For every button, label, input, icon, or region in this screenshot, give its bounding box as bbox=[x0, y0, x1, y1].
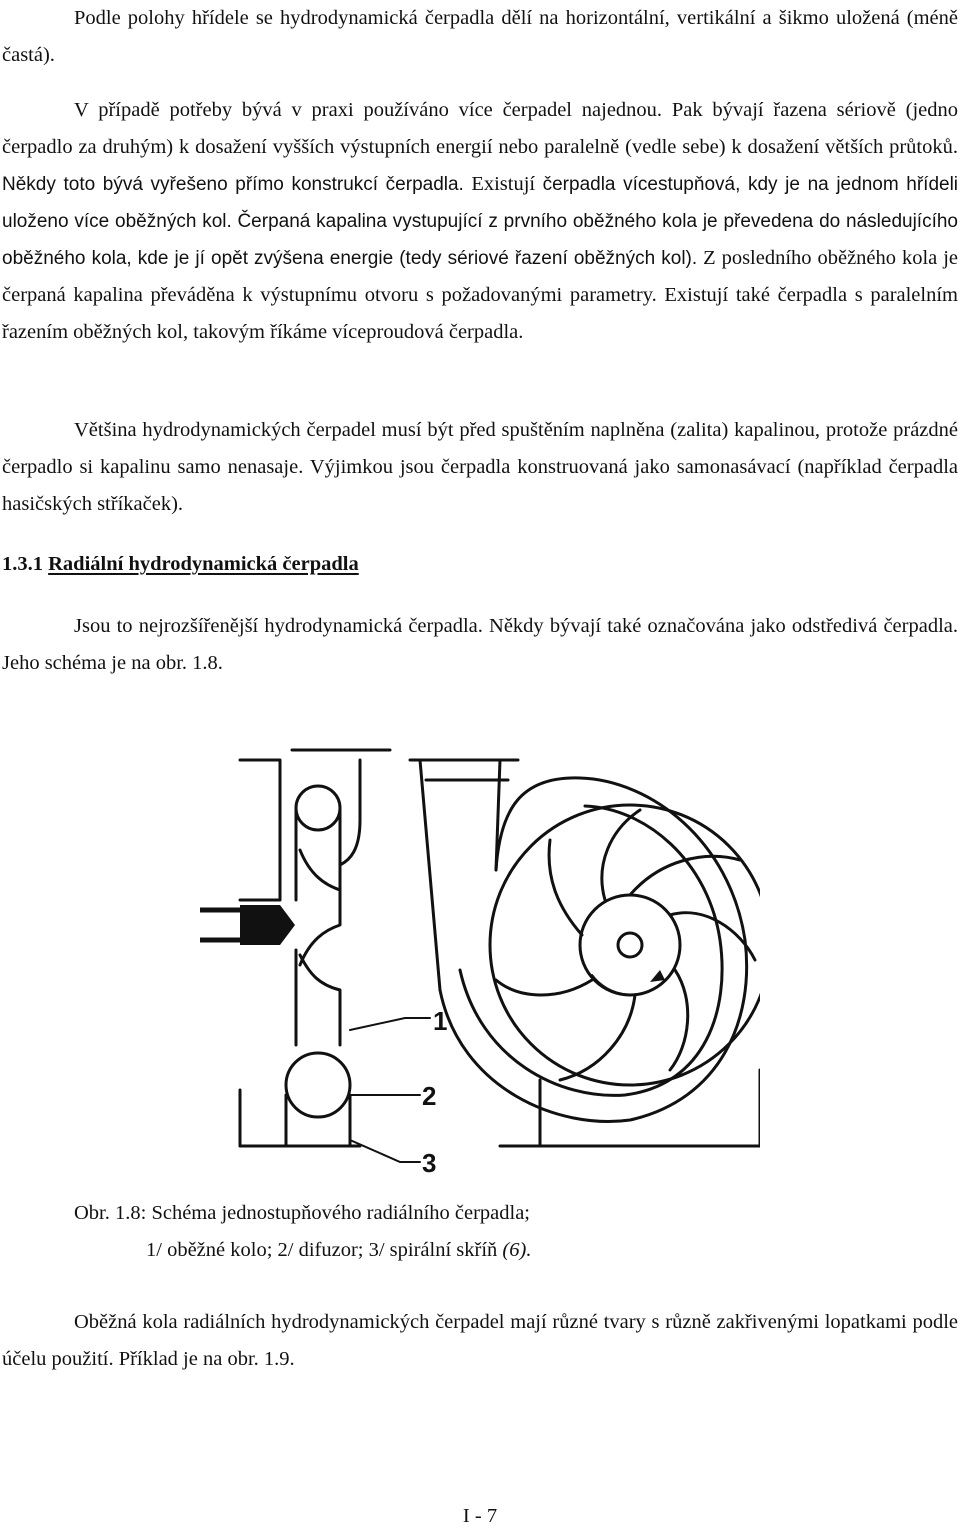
impeller-section-upper bbox=[300, 850, 340, 965]
shaft-lines bbox=[200, 910, 240, 940]
paragraph-text-sans: Čerpaná kapalina vystupující z prvního oběžného kola je převedena do následujícího oběžného kola, kde je jí opět bbox=[2, 211, 958, 269]
section-number: 1.3.1 bbox=[2, 553, 43, 575]
figure-caption-line-2 bbox=[146, 1232, 531, 1269]
leader-line-3 bbox=[350, 1140, 420, 1162]
blade-3 bbox=[670, 970, 688, 1070]
figure-caption-line-1: Obr. 1.8: Schéma jednostupňového radiálního čerpadla; bbox=[74, 1202, 531, 1224]
blade-6 bbox=[549, 840, 582, 935]
paragraph-text: Oběžná kola radiálních hydrodynamických čerpadel mají různé tvary s různě zakřivenými lopatkami podle účelu použití. Příklad je na obr. 1.9. bbox=[2, 1311, 958, 1370]
radial-pump-drawing bbox=[200, 700, 760, 1180]
leader-line-1 bbox=[350, 1018, 430, 1030]
paragraph-impeller-shapes bbox=[2, 1304, 958, 1378]
paragraph-text: Podle polohy hřídele se hydrodynamická čerpadla dělí na horizontální, vertikální a šikmo uložená (méně častá). bbox=[2, 7, 958, 66]
paragraph-text: Většina hydrodynamických čerpadel musí být před spuštěním naplněna (zalita) kapalinou, protože prázdné čerpadlo si kapalinu samo nenasaje. Výjimkou jsou čerpadla konstruovaná jako samonasávací (například čerpadla hasičských stříkaček). bbox=[2, 419, 958, 515]
impeller-hub bbox=[240, 905, 295, 945]
blade-5 bbox=[496, 980, 592, 995]
paragraph-text-sans: zvýšena energie (tedy sériové řazení oběžných kol). bbox=[253, 248, 698, 269]
paragraph-text: Z posledního oběžného kola je čerpaná kapalina převáděna k výstupnímu otvoru s požadovanými parametry. Existují také čerpadla s paralelním řazením oběžných kol, takovým říkáme víceproudová čerpadla. bbox=[2, 247, 959, 343]
paragraph-text: Jsou to nejrozšířenější hydrodynamická čerpadla. Někdy bývají také označována jako odstředivá čerpadla. Jeho schéma je na obr. 1.8. bbox=[2, 615, 958, 674]
blade-7 bbox=[602, 810, 640, 900]
label-impeller: 1 bbox=[433, 1006, 448, 1036]
page-number: I - 7 bbox=[462, 1505, 498, 1527]
spiral-casing-outer bbox=[440, 778, 747, 1122]
outlet-nozzle-walls bbox=[420, 760, 500, 990]
upper-diffuser-bulb bbox=[296, 786, 340, 830]
caption-reference: (6). bbox=[502, 1239, 532, 1261]
paragraph-radial-pumps bbox=[2, 608, 958, 682]
label-spiral-casing: 3 bbox=[422, 1148, 437, 1178]
paragraph-text-sans: čerpadla vícestupňová, kdy je na jednom hřídeli uloženo více oběžných kol. bbox=[2, 174, 959, 232]
paragraph-text-sans: Někdy toto bývá vyřešeno přímo konstrukcí čerpadla. bbox=[2, 174, 464, 195]
section-outlet-wall bbox=[340, 760, 360, 865]
paragraph-priming bbox=[2, 412, 958, 523]
label-diffuser: 2 bbox=[422, 1081, 437, 1111]
paragraph-text: V případě potřeby bývá v praxi používáno více čerpadel najednou. Pak bývají řazena sériově (jedno čerpadlo za druhým) k dosažení vyšších výstupních energií nebo paralelně (vedle sebe) k dosažení větších průtoků. bbox=[2, 99, 958, 158]
paragraph-pump-arrangement bbox=[2, 92, 958, 351]
lower-diffuser-bulb bbox=[286, 1053, 350, 1117]
blade-4 bbox=[560, 995, 635, 1080]
impeller-section-lower bbox=[300, 955, 340, 1030]
paragraph-text: Existují bbox=[471, 173, 536, 195]
section-title: Radiální hydrodynamická čerpadla bbox=[48, 553, 359, 575]
pump-schematic-figure bbox=[200, 700, 760, 1180]
caption-text: 1/ oběžné kolo; 2/ difuzor; 3/ spirální skříň bbox=[146, 1239, 498, 1261]
paragraph-pump-orientation bbox=[2, 0, 958, 74]
rotation-arrowhead bbox=[650, 970, 665, 982]
lower-diffuser-channel bbox=[296, 950, 340, 1045]
pump-base bbox=[540, 1070, 760, 1146]
shaft-circle bbox=[618, 933, 642, 957]
section-inlet-left bbox=[240, 760, 280, 900]
lower-casing-walls bbox=[286, 1095, 350, 1146]
section-heading bbox=[2, 546, 359, 583]
